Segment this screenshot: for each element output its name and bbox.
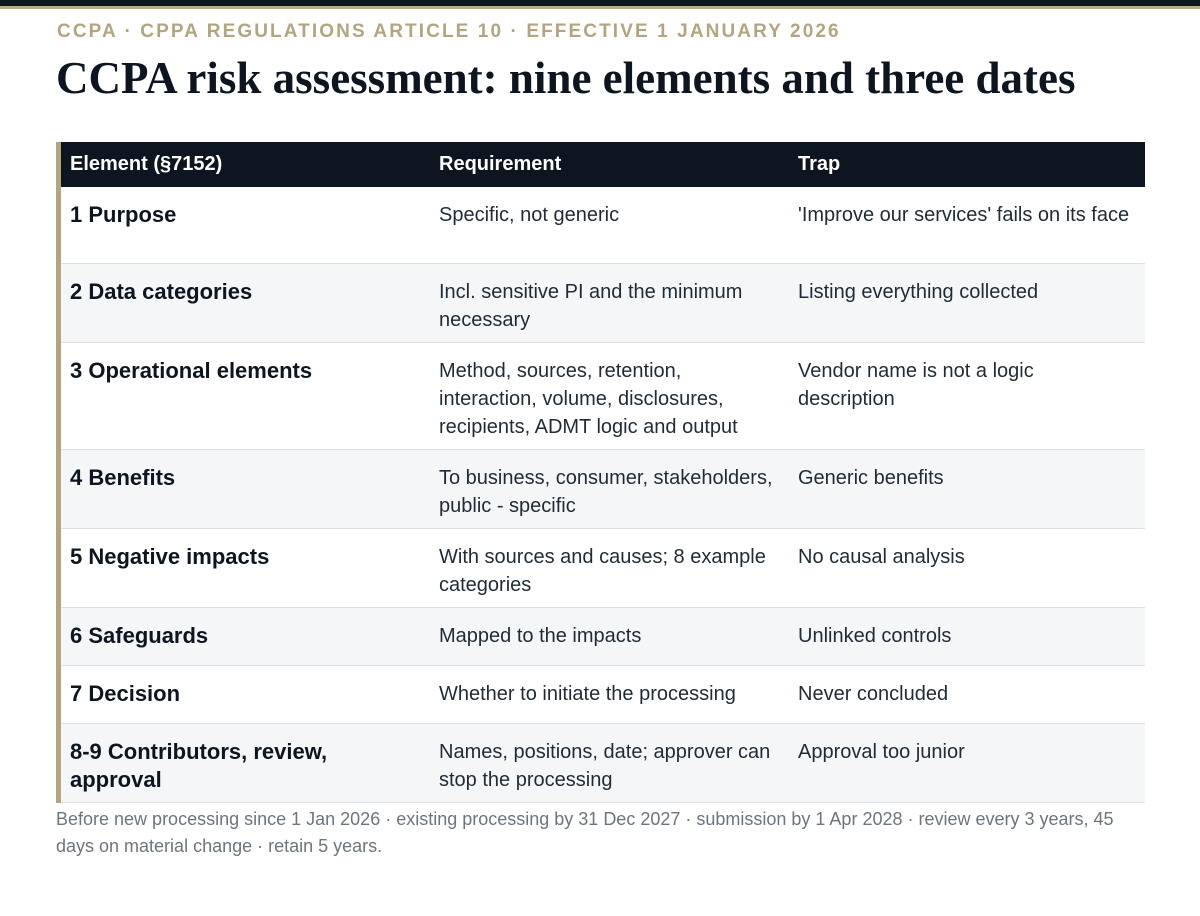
trap-cell: Unlinked controls [789,607,1145,665]
column-header-trap: Trap [789,142,1145,187]
element-cell: 2 Data categories [61,263,430,342]
trap-cell: Approval too junior [789,723,1145,802]
trap-cell: Listing everything collected [789,263,1145,342]
page-title: CCPA risk assessment: nine elements and three dates [56,53,1076,103]
table-row [61,665,1145,723]
table-row [61,342,1145,449]
requirement-cell: Incl. sensitive PI and the minimum necessary [430,263,789,342]
elements-table [61,142,1145,803]
element-cell: 8-9 Contributors, review, approval [61,723,430,802]
requirement-cell: Whether to initiate the processing [430,665,789,723]
trap-cell: No causal analysis [789,528,1145,607]
column-header-requirement: Requirement [430,142,789,187]
requirement-cell: Specific, not generic [430,187,789,263]
elements-table-container [56,142,1145,803]
element-cell: 7 Decision [61,665,430,723]
eyebrow-text: CCPA · CPPA REGULATIONS ARTICLE 10 · EFFECTIVE 1 JANUARY 2026 [57,21,841,42]
requirement-cell: To business, consumer, stakeholders, public - specific [430,449,789,528]
table-row [61,449,1145,528]
element-cell: 4 Benefits [61,449,430,528]
trap-cell: Never concluded [789,665,1145,723]
top-rule [0,0,1200,9]
table-row [61,528,1145,607]
element-cell: 6 Safeguards [61,607,430,665]
trap-cell: 'Improve our services' fails on its face [789,187,1145,263]
footnote-dates: Before new processing since 1 Jan 2026 · existing processing by 31 Dec 2027 · submission by 1 Apr 2028 · review every 3 years, 45 days on material change · retain 5 years. [56,809,1114,856]
element-cell: 5 Negative impacts [61,528,430,607]
table-row [61,723,1145,802]
element-cell: 3 Operational elements [61,342,430,449]
element-cell: 1 Purpose [61,187,430,263]
requirement-cell: With sources and causes; 8 example categories [430,528,789,607]
trap-cell: Generic benefits [789,449,1145,528]
column-header-element: Element (§7152) [61,142,430,187]
trap-cell: Vendor name is not a logic description [789,342,1145,449]
requirement-cell: Mapped to the impacts [430,607,789,665]
table-row [61,187,1145,263]
table-header-row [61,142,1145,187]
requirement-cell: Names, positions, date; approver can stop the processing [430,723,789,802]
requirement-cell: Method, sources, retention, interaction, volume, disclosures, recipients, ADMT logic and output [430,342,789,449]
table-row [61,607,1145,665]
table-row [61,263,1145,342]
